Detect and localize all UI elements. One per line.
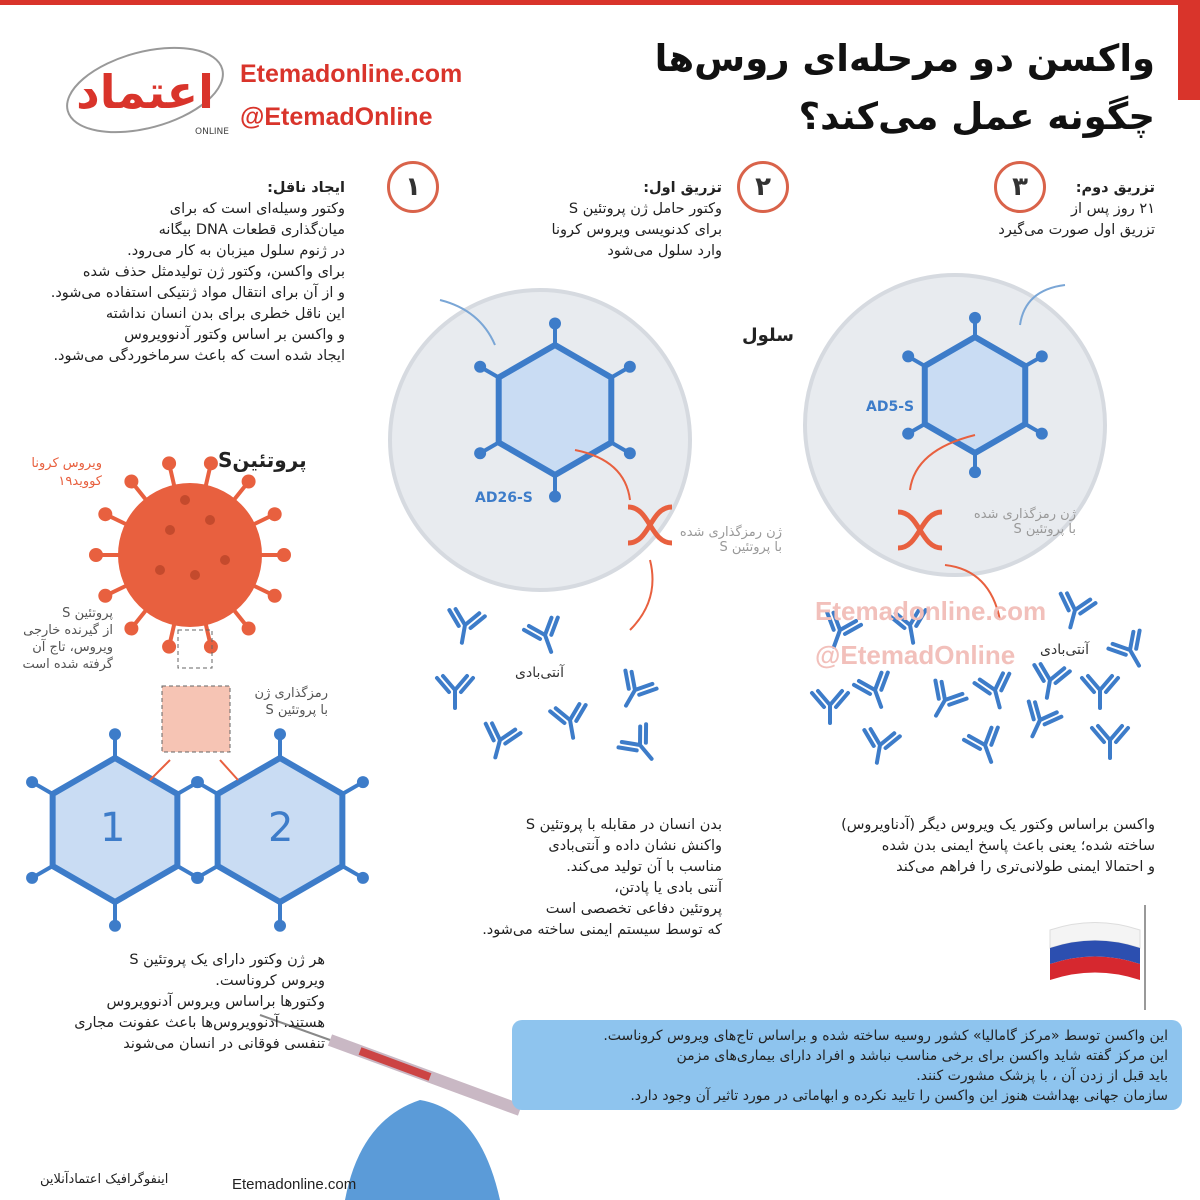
site-url[interactable]: Etemadonline.com: [240, 60, 463, 88]
ad26-label: AD26-S: [475, 490, 533, 506]
svg-text:ONLINE: ONLINE: [195, 127, 229, 137]
step-2-title: تزریق اول:: [643, 180, 722, 196]
step-1-line: و واکسن بر اساس وکتور آدنوویروس: [124, 327, 345, 343]
virus-label: ویروس کرونا کووید۱۹: [31, 456, 102, 489]
step-2-line: وکتور حامل ژن پروتئین S: [568, 201, 722, 217]
body-response-description: بدن انسان در مقابله با پروتئین S واکنش نشان داده و آنتی‌بادی مناسب با آن تولید می‌کند. آنتی بادی یا پادتن، پروتئین دفاعی تخصصی است که توسط سیستم ایمنی ساخته می‌شود.: [482, 817, 722, 938]
ad5-label: AD5-S: [866, 399, 915, 415]
cell-label: سلول: [742, 325, 794, 346]
antibody-icon: [1053, 592, 1096, 632]
info-box: این واکسن توسط «مرکز گامالیا» کشور روسیه ساخته شده و براساس تاج‌های ویروس کروناست. این مرکز گفته شاید واکسن برای برخی مناسب نباشد و افراد دارای بیماری‌های مزمن باید قبل از زدن آن ، با پزشک مشورت کنند. سازمان جهانی بهداشت هنوز این واکسن را تایید نکرده و ابهاماتی در مورد تاثیر آن وجود دارد.: [512, 1020, 1182, 1110]
antibody-icon: [617, 723, 665, 771]
antibody-icon: [859, 728, 900, 766]
antibody-icon: [853, 671, 898, 713]
step-1-line: برای واکسن، وکتور ژن تولیدمثل حذف شده: [82, 264, 345, 280]
title-line-2: چگونه عمل می‌کند؟: [798, 95, 1155, 138]
vector-description: هر ژن وکتور دارای یک پروتئین S ویروس کروناست. وکتورها براساس ویروس آدنوویروس هستند. آدنوویروس‌ها باعث عفونت مجاری تنفسی فوقانی در انسان می‌شوند: [74, 952, 325, 1052]
antibody-icon: [974, 672, 1017, 712]
step-3-number: ۳: [994, 161, 1046, 213]
coronavirus-icon: [89, 456, 291, 653]
antibody-icon: [1092, 726, 1128, 758]
antibody-icon: [963, 726, 1008, 768]
step-1-line: میان‌گذاری قطعات DNA بیگانه: [158, 222, 345, 238]
social-handle[interactable]: @EtemadOnline: [240, 103, 433, 131]
step-3-line: ۲۱ روز پس از: [1071, 201, 1155, 217]
vaccine-description: واکسن براساس وکتور یک ویروس دیگر (آدناویروس) ساخته شده؛ یعنی باعث پاسخ ایمنی بدن شده و احتمالا ایمنی طولانی‌تری را فراهم می‌کند: [841, 817, 1155, 875]
step-1-line: این ناقل خطری برای بدن انسان نداشته: [105, 306, 345, 322]
step-1-line: در ژنوم سلول میزبان به کار می‌رود.: [127, 243, 345, 259]
hexagon-2-number: 2: [268, 805, 294, 851]
step-2-line: برای کدنویسی ویروس کرونا: [551, 222, 722, 238]
antibody-label-1: آنتی‌بادی: [515, 665, 565, 681]
step-1-line: و از آن برای انتقال مواد ژنتیکی استفاده می‌شود.: [50, 285, 345, 301]
step-2-number: ۲: [737, 161, 789, 213]
antibody-icon: [1082, 676, 1118, 708]
step-1-line: ایجاد شده است که باعث سرماخوردگی می‌شود.: [53, 348, 345, 364]
antibody-icon: [1016, 700, 1062, 744]
title-line-1: واکسن دو مرحله‌ای روس‌ها: [654, 37, 1155, 80]
step-1-number: ۱: [387, 161, 439, 213]
antibody-label-2: آنتی‌بادی: [1040, 642, 1090, 658]
antibody-icon: [920, 679, 967, 725]
step-1-line: وکتور وسیله‌ای است که برای: [169, 201, 345, 217]
russia-flag-icon: [1050, 905, 1145, 1010]
footer-credit: اینفوگرافیک اعتمادآنلاین: [40, 1172, 169, 1187]
svg-text:اعتماد: اعتماد: [76, 65, 214, 119]
watermark-handle: @EtemadOnline: [815, 640, 1016, 670]
hexagon-1-number: 1: [100, 805, 126, 851]
gene-label-2: ژن رمزگذاری شده با پروتئین S: [973, 507, 1076, 537]
step-1-title: ایجاد ناقل:: [267, 180, 345, 196]
antibody-icon: [437, 676, 473, 708]
antibody-icon: [1107, 629, 1154, 675]
antibody-icon: [1029, 663, 1070, 701]
protein-s-title: پروتئینS: [218, 448, 307, 472]
antibody-icon: [812, 691, 848, 723]
footer-site[interactable]: Etemadonline.com: [232, 1176, 357, 1193]
gene-code-label: رمزگذاری ژن با پروتئین S: [254, 686, 328, 718]
antibody-icon: [610, 669, 657, 715]
protein-desc: پروتئین S از گیرنده خارجی ویروس، تاج آن گرفته شده است: [22, 606, 113, 672]
arrow-antibody-1: [630, 560, 653, 630]
step-3-title: تزریق دوم:: [1075, 180, 1155, 196]
antibody-icon: [444, 608, 485, 646]
step-2-line: وارد سلول می‌شود: [607, 243, 722, 259]
step-3-line: تزریق اول صورت می‌گیرد: [998, 222, 1155, 238]
gene-segment: [162, 686, 230, 752]
antibody-icon: [478, 722, 521, 762]
antibody-icon: [523, 616, 568, 658]
gene-label-1: ژن رمزگذاری شده با پروتئین S: [679, 525, 782, 555]
watermark-site: Etemadonline.com: [815, 596, 1047, 626]
antibody-icon: [550, 703, 591, 741]
